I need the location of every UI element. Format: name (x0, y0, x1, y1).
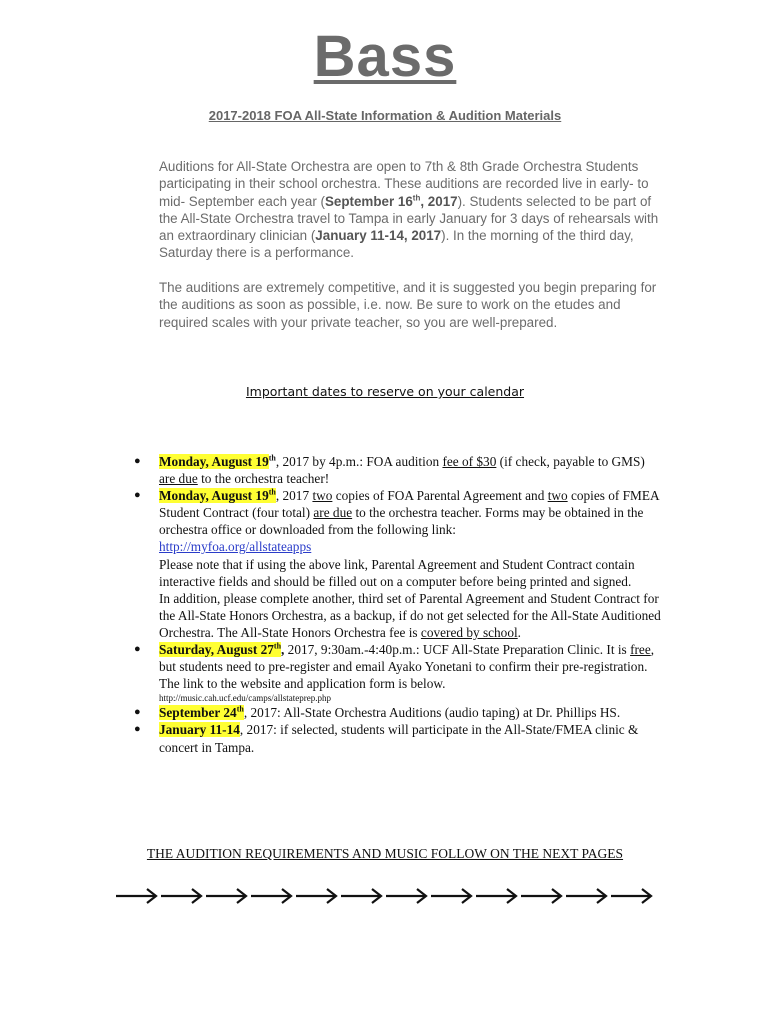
intro-paragraph-1: Auditions for All-State Orchestra are open to 7th & 8th Grade Orchestra Students participating in their school orchestra. These auditions are recorded live in early- to mid- September each year (September 16th, 2017). Students selected to be part of the All-State Orchestra travel to Tampa in early January for 3 days of rehearsals with an extraordinary clinician (January 11-14, 2017). In the morning of the third day, Saturday there is a performance. (159, 159, 659, 261)
list-item: ● September 24th, 2017: All-State Orchestra Auditions (audio taping) at Dr. Phillips HS. (134, 704, 621, 721)
footer-note: THE AUDITION REQUIREMENTS AND MUSIC FOLLOW ON THE NEXT PAGES (146, 846, 624, 861)
long-right-arrow-icon (206, 889, 246, 903)
list-item: ● January 11-14, 2017: if selected, students will participate in the All-State/FMEA clinic & concert in Tampa. (134, 722, 639, 755)
bullet-icon: ● (134, 455, 141, 467)
page-title: Bass (313, 24, 457, 89)
allstateprep-link[interactable]: http://music.cah.ucf.edu/camps/allstateprep.php (159, 693, 331, 704)
long-right-arrow-icon (116, 889, 156, 903)
bullet-icon: ● (134, 706, 141, 719)
bullet-icon: ● (134, 643, 141, 656)
document-subtitle: 2017-2018 FOA All-State Information & Audition Materials (208, 108, 562, 123)
long-right-arrow-icon (566, 889, 606, 903)
long-right-arrow-icon (521, 889, 561, 903)
long-right-arrow-icon (296, 889, 336, 903)
arrow-row (114, 884, 659, 908)
long-right-arrow-icon (431, 889, 471, 903)
long-right-arrow-icon (386, 889, 426, 903)
long-right-arrow-icon (341, 889, 381, 903)
list-item: ● Monday, August 19th, 2017 two copies of FOA Parental Agreement and two copies of FMEA Student Contract (four total) are due to the orchestra teacher. Forms may be obtained in the orchestra office or downloaded from the following link: http://myfoa.org/allstateapps Please note that if using the above link, Parental Agreement and Student Contract contain interactive fields and should be filled out on a computer before being printed and signed. In addition, please complete another, third set of Parental Agreement and Student Contract for the All-State Honors Orchestra, as a backup, if do not get selected for the All-State Auditioned Orchestra. The All-State Honors Orchestra fee is covered by school. (134, 487, 661, 640)
allstateapps-link[interactable]: http://myfoa.org/allstateapps (159, 539, 312, 555)
dates-list (122, 453, 662, 756)
long-right-arrow-icon (476, 889, 516, 903)
long-right-arrow-icon (611, 889, 651, 903)
bullet-icon: ● (134, 723, 141, 736)
intro-paragraph-2: The auditions are extremely competitive, and it is suggested you begin preparing for the auditions as soon as possible, i.e. now. Be sure to work on the etudes and required scales with your private teacher, so you are well-prepared. (159, 280, 657, 330)
list-item: ● Saturday, August 27th, 2017, 9:30am.-4:40p.m.: UCF All-State Preparation Clinic. It is free, but students need to pre-register and email Ayako Yonetani to confirm their pre-registration. The link to the website and application form is below. http://music.cah.ucf.edu/camps/allstateprep.php (122, 641, 662, 704)
long-right-arrow-icon (251, 889, 291, 903)
section-heading: Important dates to reserve on your calendar (245, 384, 525, 399)
list-item: ● Monday, August 19th, 2017 by 4p.m.: FOA audition fee of $30 (if check, payable to GMS) are due to the orchestra teacher! (134, 453, 645, 487)
bullet-icon: ● (134, 489, 141, 502)
long-right-arrow-icon (161, 889, 201, 903)
